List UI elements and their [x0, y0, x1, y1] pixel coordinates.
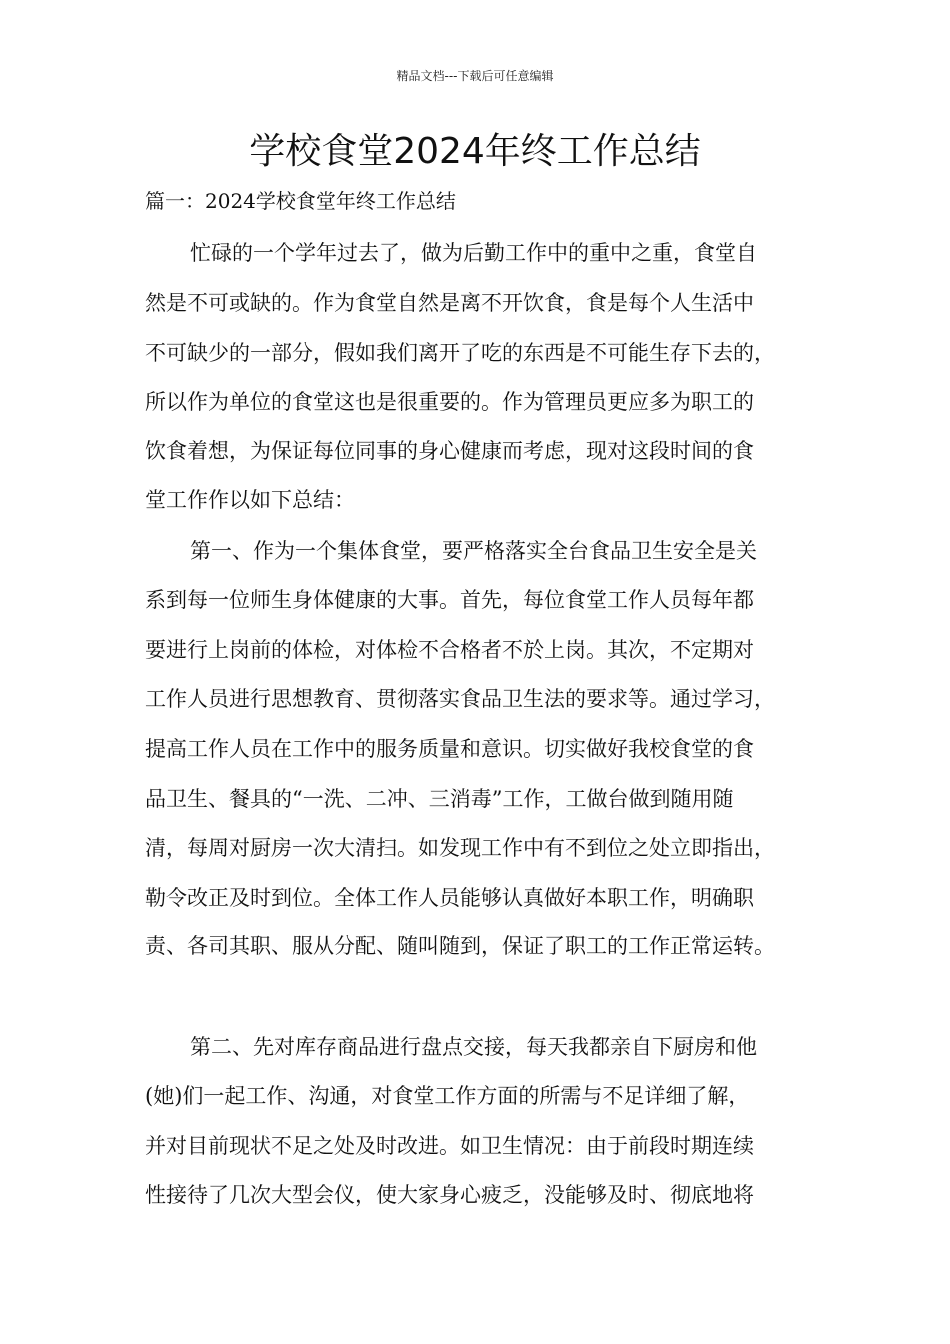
- paragraph-1-line-1: 忙碌的一个学年过去了，做为后勤工作中的重中之重，食堂自: [190, 241, 757, 265]
- header-note: 精品文档---下载后可任意编辑: [396, 69, 554, 83]
- paragraph-2-line-4: 工作人员进行思想教育、贯彻落实食品卫生法的要求等。通过学习，: [145, 687, 775, 711]
- paragraph-2-line-8: 勒令改正及时到位。全体工作人员能够认真做好本职工作，明确职: [145, 886, 754, 910]
- paragraph-1-line-2: 然是不可或缺的。作为食堂自然是离不开饮食，食是每个人生活中: [145, 291, 754, 315]
- paragraph-2-line-9: 责、各司其职、服从分配、随叫随到，保证了职工的工作正常运转。: [145, 934, 775, 958]
- paragraph-3-line-1: 第二、先对库存商品进行盘点交接，每天我都亲自下厨房和他: [190, 1035, 757, 1059]
- paragraph-1-line-6: 堂工作作以如下总结：: [145, 488, 355, 512]
- paragraph-2-line-2: 系到每一位师生身体健康的大事。首先，每位食堂工作人员每年都: [145, 588, 754, 612]
- paragraph-2-line-5: 提高工作人员在工作中的服务质量和意识。切实做好我校食堂的食: [145, 737, 754, 761]
- paragraph-2-line-6: 品卫生、餐具的“一洗、二冲、三消毒”工作，工做台做到随用随: [145, 787, 734, 811]
- paragraph-2-line-3: 要进行上岗前的体检，对体检不合格者不於上岗。其次，不定期对: [145, 638, 754, 662]
- paragraph-2-line-7: 清，每周对厨房一次大清扫。如发现工作中有不到位之处立即指出，: [145, 836, 775, 860]
- document-title: 学校食堂2024年终工作总结: [249, 131, 701, 172]
- paragraph-3-line-4: 性接待了几次大型会仪，使大家身心疲乏，没能够及时、彻底地将: [145, 1183, 754, 1207]
- section-heading: 篇一：2024学校食堂年终工作总结: [145, 189, 456, 213]
- paragraph-3-line-3: 并对目前现状不足之处及时改进。如卫生情况：由于前段时期连续: [145, 1134, 754, 1158]
- paragraph-1-line-5: 饮食着想，为保证每位同事的身心健康而考虑，现对这段时间的食: [145, 439, 754, 463]
- paragraph-3-line-2: (她)们一起工作、沟通，对食堂工作方面的所需与不足详细了解，: [145, 1084, 750, 1108]
- paragraph-1-line-3: 不可缺少的一部分，假如我们离开了吃的东西是不可能生存下去的，: [145, 341, 775, 365]
- paragraph-2-line-1: 第一、作为一个集体食堂，要严格落实全台食品卫生安全是关: [190, 539, 757, 563]
- paragraph-1-line-4: 所以作为单位的食堂这也是很重要的。作为管理员更应多为职工的: [145, 390, 754, 414]
